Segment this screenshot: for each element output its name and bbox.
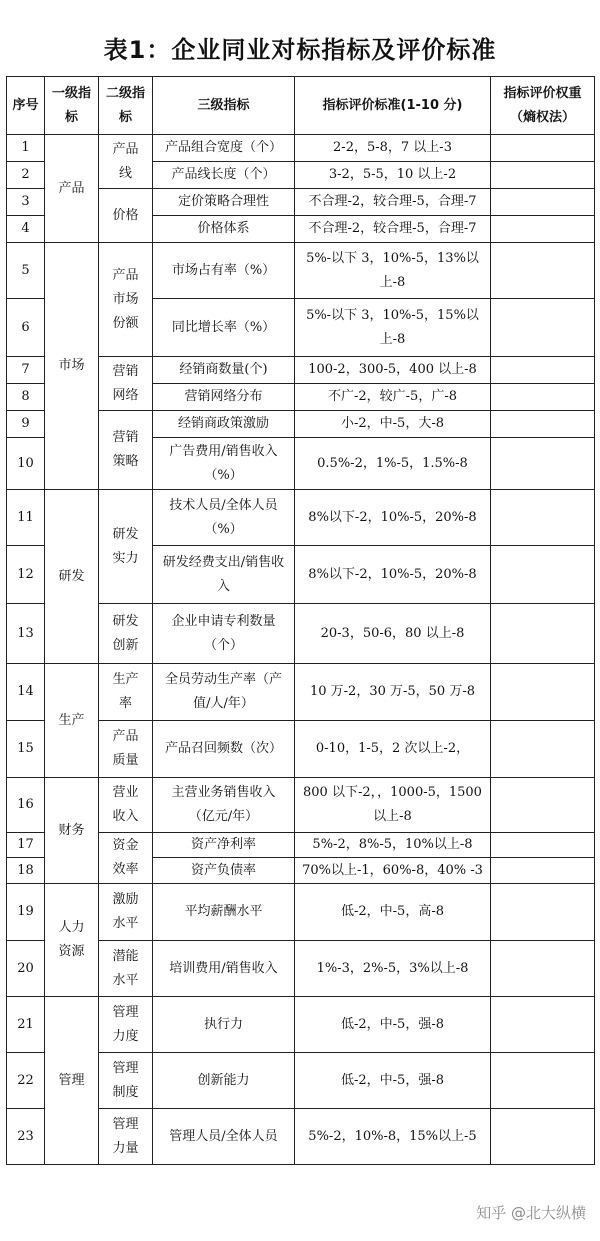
level3-cell: 价格体系	[153, 216, 295, 243]
weight-cell	[491, 162, 595, 189]
level3-cell: 广告费用/销售收入（%）	[153, 438, 295, 490]
standard-cell: 不合理-2，较合理-5，合理-7	[295, 216, 491, 243]
row-number: 8	[7, 384, 45, 411]
header-weight: 指标评价权重（熵权法）	[491, 77, 595, 135]
standard-cell: 0-10，1-5，2 次以上-2，	[295, 721, 491, 778]
table-header-row	[7, 77, 595, 135]
level2-cell: 营销策略	[99, 411, 153, 490]
row-number: 13	[7, 604, 45, 664]
level3-cell: 培训费用/销售收入	[153, 941, 295, 997]
level2-cell: 潜能水平	[99, 941, 153, 997]
row-number: 16	[7, 778, 45, 833]
row-number: 2	[7, 162, 45, 189]
row-number: 14	[7, 664, 45, 721]
row-number: 9	[7, 411, 45, 438]
row-number: 5	[7, 243, 45, 299]
table-row	[7, 997, 595, 1053]
standard-cell: 小-2，中-5，大-8	[295, 411, 491, 438]
level3-cell: 产品线长度（个）	[153, 162, 295, 189]
standard-cell: 低-2，中-5，强-8	[295, 997, 491, 1053]
table-row	[7, 884, 595, 941]
table-title: 表1：企业同业对标指标及评价标准	[103, 36, 497, 64]
row-number: 10	[7, 438, 45, 490]
row-number: 23	[7, 1109, 45, 1165]
level3-cell: 企业申请专利数量（个）	[153, 604, 295, 664]
standard-cell: 70%以上-1，60%-8，40% -3	[295, 858, 491, 884]
row-number: 1	[7, 135, 45, 162]
header-standard: 指标评价标准(1-10 分)	[295, 77, 491, 135]
level1-cell: 财务	[45, 778, 99, 884]
standard-cell: 5%-以下 3，10%-5，15%以上-8	[295, 299, 491, 357]
row-number: 19	[7, 884, 45, 941]
standard-cell: 0.5%-2，1%-5，1.5%-8	[295, 438, 491, 490]
weight-cell	[491, 411, 595, 438]
row-number: 22	[7, 1053, 45, 1109]
header-level1: 一级指标	[45, 77, 99, 135]
standard-cell: 5%-以下 3，10%-5，13%以上-8	[295, 243, 491, 299]
weight-cell	[491, 604, 595, 664]
header-level2: 二级指标	[99, 77, 153, 135]
weight-cell	[491, 884, 595, 941]
standard-cell: 3-2，5-5，10 以上-2	[295, 162, 491, 189]
row-number: 3	[7, 189, 45, 216]
row-number: 12	[7, 546, 45, 604]
row-number: 21	[7, 997, 45, 1053]
weight-cell	[491, 778, 595, 833]
level2-cell: 研发实力	[99, 490, 153, 604]
level1-cell: 研发	[45, 490, 99, 664]
level3-cell: 定价策略合理性	[153, 189, 295, 216]
weight-cell	[491, 438, 595, 490]
level1-cell: 管理	[45, 997, 99, 1165]
weight-cell	[491, 1053, 595, 1109]
level1-cell: 产品	[45, 135, 99, 243]
standard-cell: 不合理-2，较合理-5，合理-7	[295, 189, 491, 216]
level3-cell: 管理人员/全体人员	[153, 1109, 295, 1165]
level3-cell: 研发经费支出/销售收入	[153, 546, 295, 604]
standard-cell: 20-3，50-6，80 以上-8	[295, 604, 491, 664]
level3-cell: 创新能力	[153, 1053, 295, 1109]
table-row	[7, 778, 595, 833]
level3-cell: 营销网络分布	[153, 384, 295, 411]
level3-cell: 市场占有率（%）	[153, 243, 295, 299]
row-number: 18	[7, 858, 45, 884]
standard-cell: 低-2，中-5，高-8	[295, 884, 491, 941]
standard-cell: 2-2，5-8，7 以上-3	[295, 135, 491, 162]
weight-cell	[491, 216, 595, 243]
weight-cell	[491, 664, 595, 721]
table-row	[7, 664, 595, 721]
standard-cell: 800 以下-2，，1000-5，1500 以上-8	[295, 778, 491, 833]
weight-cell	[491, 721, 595, 778]
row-number: 15	[7, 721, 45, 778]
level2-cell: 产品市场份额	[99, 243, 153, 357]
standard-cell: 不广-2，较广-5，广-8	[295, 384, 491, 411]
level2-cell: 生产率	[99, 664, 153, 721]
level1-cell: 人力资源	[45, 884, 99, 997]
header-level3: 三级指标	[153, 77, 295, 135]
row-number: 20	[7, 941, 45, 997]
standard-cell: 10 万-2，30 万-5，50 万-8	[295, 664, 491, 721]
level3-cell: 平均薪酬水平	[153, 884, 295, 941]
standard-cell: 1%-3，2%-5，3%以上-8	[295, 941, 491, 997]
row-number: 4	[7, 216, 45, 243]
header-no: 序号	[7, 77, 45, 135]
row-number: 11	[7, 490, 45, 546]
level3-cell: 执行力	[153, 997, 295, 1053]
level3-cell: 同比增长率（%）	[153, 299, 295, 357]
standard-cell: 8%以下-2，10%-5，20%-8	[295, 490, 491, 546]
level3-cell: 资产净利率	[153, 833, 295, 858]
standard-cell: 8%以下-2，10%-5，20%-8	[295, 546, 491, 604]
standard-cell: 5%-2，10%-8，15%以上-5	[295, 1109, 491, 1165]
weight-cell	[491, 1109, 595, 1165]
weight-cell	[491, 546, 595, 604]
level2-cell: 营销网络	[99, 357, 153, 411]
standard-cell: 低-2，中-5，强-8	[295, 1053, 491, 1109]
level3-cell: 资产负债率	[153, 858, 295, 884]
level3-cell: 主营业务销售收入（亿元/年）	[153, 778, 295, 833]
level3-cell: 产品召回频数（次）	[153, 721, 295, 778]
weight-cell	[491, 384, 595, 411]
level2-cell: 产品线	[99, 135, 153, 189]
row-number: 17	[7, 833, 45, 858]
level2-cell: 激励水平	[99, 884, 153, 941]
level2-cell: 管理力度	[99, 997, 153, 1053]
weight-cell	[491, 357, 595, 384]
level2-cell: 营业收入	[99, 778, 153, 833]
weight-cell	[491, 833, 595, 858]
weight-cell	[491, 858, 595, 884]
level2-cell: 管理力量	[99, 1109, 153, 1165]
benchmark-table	[6, 76, 595, 1165]
watermark: 知乎 @北大纵横	[476, 1204, 586, 1222]
level2-cell: 价格	[99, 189, 153, 243]
level3-cell: 经销商政策激励	[153, 411, 295, 438]
row-number: 6	[7, 299, 45, 357]
weight-cell	[491, 299, 595, 357]
table-row	[7, 243, 595, 299]
weight-cell	[491, 243, 595, 299]
level2-cell: 研发创新	[99, 604, 153, 664]
weight-cell	[491, 941, 595, 997]
table-row	[7, 490, 595, 546]
level3-cell: 技术人员/全体人员（%）	[153, 490, 295, 546]
level1-cell: 生产	[45, 664, 99, 778]
standard-cell: 5%-2，8%-5，10%以上-8	[295, 833, 491, 858]
standard-cell: 100-2，300-5，400 以上-8	[295, 357, 491, 384]
level3-cell: 产品组合宽度（个）	[153, 135, 295, 162]
level3-cell: 全员劳动生产率（产值/人/年）	[153, 664, 295, 721]
table-row	[7, 135, 595, 162]
weight-cell	[491, 189, 595, 216]
level2-cell: 管理制度	[99, 1053, 153, 1109]
level3-cell: 经销商数量(个)	[153, 357, 295, 384]
level1-cell: 市场	[45, 243, 99, 490]
weight-cell	[491, 490, 595, 546]
row-number: 7	[7, 357, 45, 384]
level2-cell: 资金效率	[99, 833, 153, 884]
level2-cell: 产品质量	[99, 721, 153, 778]
weight-cell	[491, 135, 595, 162]
weight-cell	[491, 997, 595, 1053]
